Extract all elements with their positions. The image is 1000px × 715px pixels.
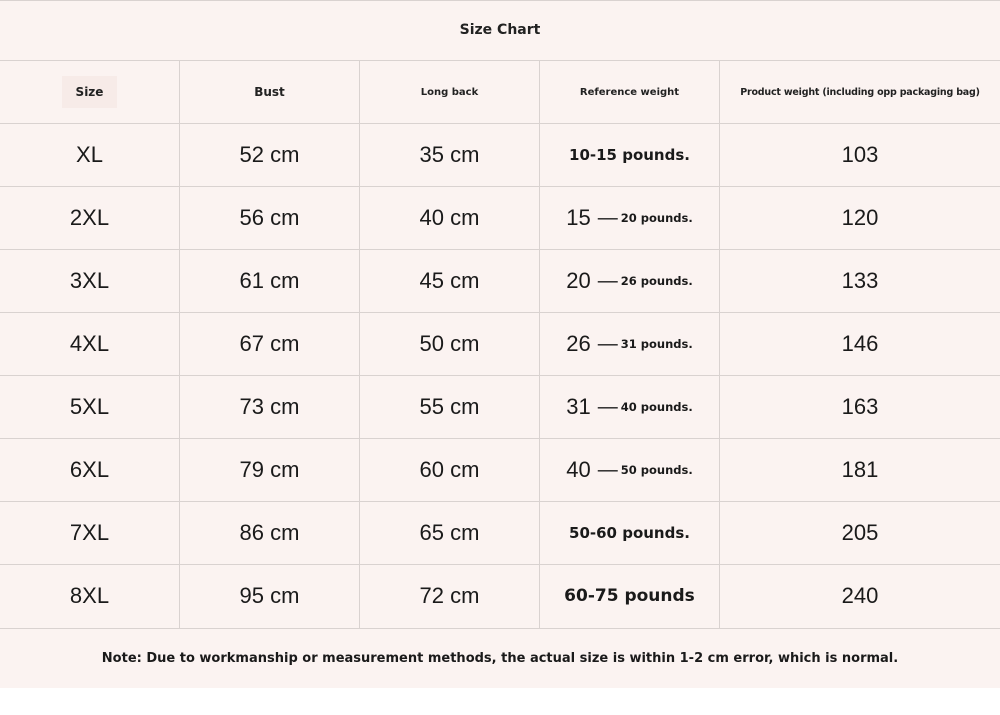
- reference-weight-end: 26 pounds.: [620, 274, 693, 288]
- reference-weight-dash: —: [597, 332, 618, 355]
- reference-weight-cell: [540, 439, 719, 501]
- reference-weight-text: 60-75 pounds: [564, 586, 695, 606]
- bust-cell: 56 cm: [239, 205, 300, 230]
- product-weight-cell: 103: [841, 142, 879, 167]
- header-bust: Bust: [254, 85, 285, 99]
- reference-weight-dash: —: [597, 458, 618, 481]
- bust-cell: 67 cm: [239, 331, 300, 356]
- header-size-label: Size: [62, 76, 118, 108]
- size-cell: XL: [76, 142, 103, 167]
- size-cell: 5XL: [69, 394, 110, 419]
- product-weight-cell: 120: [841, 205, 879, 230]
- reference-weight-start: 20: [566, 268, 591, 293]
- product-weight-cell: 163: [841, 394, 879, 419]
- bust-cell: 61 cm: [239, 268, 300, 293]
- reference-weight-end: 31 pounds.: [620, 337, 693, 351]
- bust-cell: 79 cm: [239, 457, 300, 482]
- product-weight-cell: 133: [841, 268, 879, 293]
- grid-line: [0, 0, 1000, 1]
- header-reference-weight: Reference weight: [579, 86, 680, 98]
- size-cell: 2XL: [69, 205, 110, 230]
- reference-weight-end: 40 pounds.: [620, 400, 693, 414]
- product-weight-cell: 146: [841, 331, 879, 356]
- product-weight-cell: 181: [841, 457, 879, 482]
- bust-cell: 73 cm: [239, 394, 300, 419]
- reference-weight-cell: [540, 502, 719, 564]
- reference-weight-cell: [540, 187, 719, 249]
- size-note: Note: Due to workmanship or measurement methods, the actual size is within 1-2 cm error, which is normal.: [101, 651, 899, 666]
- reference-weight-start: 26: [566, 331, 591, 356]
- long-back-cell: 40 cm: [419, 205, 480, 230]
- long-back-cell: 45 cm: [419, 268, 480, 293]
- reference-weight-cell: [540, 124, 719, 186]
- chart-title: Size Chart: [459, 22, 541, 38]
- bust-cell: 95 cm: [239, 583, 300, 608]
- reference-weight-dash: —: [597, 206, 618, 229]
- reference-weight-dash: —: [597, 269, 618, 292]
- long-back-cell: 60 cm: [419, 457, 480, 482]
- reference-weight-cell: [540, 313, 719, 375]
- bust-cell: 86 cm: [239, 520, 300, 545]
- reference-weight-start: 40: [566, 457, 591, 482]
- reference-weight-start: 15: [566, 205, 591, 230]
- size-cell: 7XL: [69, 520, 110, 545]
- reference-weight-text: 10-15 pounds.: [569, 146, 690, 164]
- reference-weight-cell: [540, 565, 719, 627]
- size-cell: 3XL: [69, 268, 110, 293]
- header-size: [0, 61, 179, 123]
- reference-weight-start: 31: [566, 394, 591, 419]
- long-back-cell: 72 cm: [419, 583, 480, 608]
- reference-weight-text: 50-60 pounds.: [569, 524, 690, 542]
- long-back-cell: 35 cm: [419, 142, 480, 167]
- size-cell: 6XL: [69, 457, 110, 482]
- long-back-cell: 55 cm: [419, 394, 480, 419]
- header-long-back: Long back: [420, 86, 479, 98]
- bust-cell: 52 cm: [239, 142, 300, 167]
- reference-weight-cell: [540, 376, 719, 438]
- header-product-weight: Product weight (including opp packaging bag): [740, 86, 980, 98]
- reference-weight-dash: —: [597, 395, 618, 418]
- product-weight-cell: 205: [841, 520, 879, 545]
- reference-weight-end: 50 pounds.: [620, 463, 693, 477]
- size-cell: 4XL: [69, 331, 110, 356]
- reference-weight-cell: [540, 250, 719, 312]
- long-back-cell: 65 cm: [419, 520, 480, 545]
- reference-weight-end: 20 pounds.: [620, 211, 693, 225]
- long-back-cell: 50 cm: [419, 331, 480, 356]
- size-cell: 8XL: [69, 583, 110, 608]
- product-weight-cell: 240: [841, 583, 879, 608]
